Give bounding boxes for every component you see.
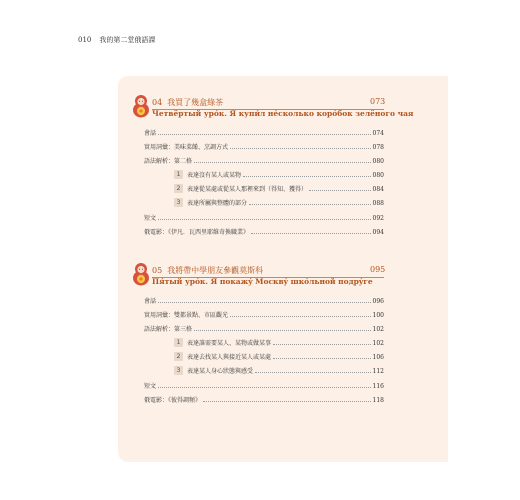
dot-leader: [243, 176, 371, 177]
dot-leader: [255, 372, 371, 373]
number-badge: 2: [174, 352, 183, 361]
dot-leader: [158, 134, 371, 135]
dot-leader: [158, 219, 371, 220]
page-number: 010: [78, 36, 92, 44]
toc-subentry[interactable]: 3 表達某人身心狀態與感受 112: [174, 365, 384, 375]
page-header: [78, 35, 155, 45]
dot-leader: [309, 190, 371, 191]
chapter-page: 095: [370, 265, 386, 274]
toc-subentry[interactable]: 2 表達從某處或從某人那裡來到（得知、獲得） 084: [174, 183, 384, 193]
toc-entry[interactable]: 短文 092: [144, 215, 384, 222]
toc-subentry[interactable]: 3 表達所屬與整體的部分 088: [174, 197, 384, 207]
toc-entry[interactable]: 俄電影：《伊凡．瓦西里耶維奇換職業》 094: [144, 229, 384, 236]
toc-entry[interactable]: 會話 096: [144, 298, 384, 305]
toc-subentry[interactable]: 1 表達誰需要某人、某物或做某事 102: [174, 337, 384, 347]
dot-leader: [158, 387, 371, 388]
book-title: 我的第二堂俄語課: [99, 36, 156, 44]
toc-entry[interactable]: 會話 074: [144, 130, 384, 137]
dot-leader: [251, 233, 371, 234]
dot-leader: [194, 162, 371, 163]
toc-entry[interactable]: 語法解析：第二格 080: [144, 158, 384, 165]
toc-entry[interactable]: 實用詞彙：雙都景點、市區觀光 100: [144, 312, 384, 319]
dot-leader: [203, 401, 371, 402]
dot-leader: [273, 344, 371, 345]
dot-leader: [230, 148, 371, 149]
chapter-subtitle-russian: Пя́тый урóк. Я покажý Москвý шкóльной подрýге: [152, 277, 373, 286]
dot-leader: [273, 358, 371, 359]
toc-subentry[interactable]: 1 表達沒有某人或某物 080: [174, 169, 384, 179]
number-badge: 1: [174, 338, 183, 347]
matryoshka-doll-icon: [130, 262, 152, 286]
number-badge: 2: [174, 184, 183, 193]
matryoshka-doll-icon: [130, 94, 152, 118]
toc-entry[interactable]: 短文 116: [144, 383, 384, 390]
number-badge: 1: [174, 170, 183, 179]
dot-leader: [249, 204, 371, 205]
dot-leader: [230, 316, 371, 317]
chapter-subtitle-russian: Четвёртый урóк. Я купи́л нéсколько корóбок зелёного чая: [152, 109, 414, 118]
chapter-title[interactable]: 04 我買了幾盒綠茶: [152, 97, 384, 108]
number-badge: 3: [174, 198, 183, 207]
toc-subentry[interactable]: 2 表達去找某人與接近某人或某處 106: [174, 351, 384, 361]
toc-entry[interactable]: 實用詞彙：美味菜餚、烹調方式 078: [144, 144, 384, 151]
number-badge: 3: [174, 366, 183, 375]
toc-entry[interactable]: 俄電影：《彼得調頻》 118: [144, 397, 384, 404]
toc-entry[interactable]: 語法解析：第三格 102: [144, 326, 384, 333]
chapter-title[interactable]: 05 我將帶中學朋友參觀莫斯科: [152, 265, 384, 276]
table-of-contents: [118, 76, 448, 462]
dot-leader: [194, 330, 371, 331]
chapter-page: 073: [370, 97, 386, 106]
dot-leader: [158, 302, 371, 303]
